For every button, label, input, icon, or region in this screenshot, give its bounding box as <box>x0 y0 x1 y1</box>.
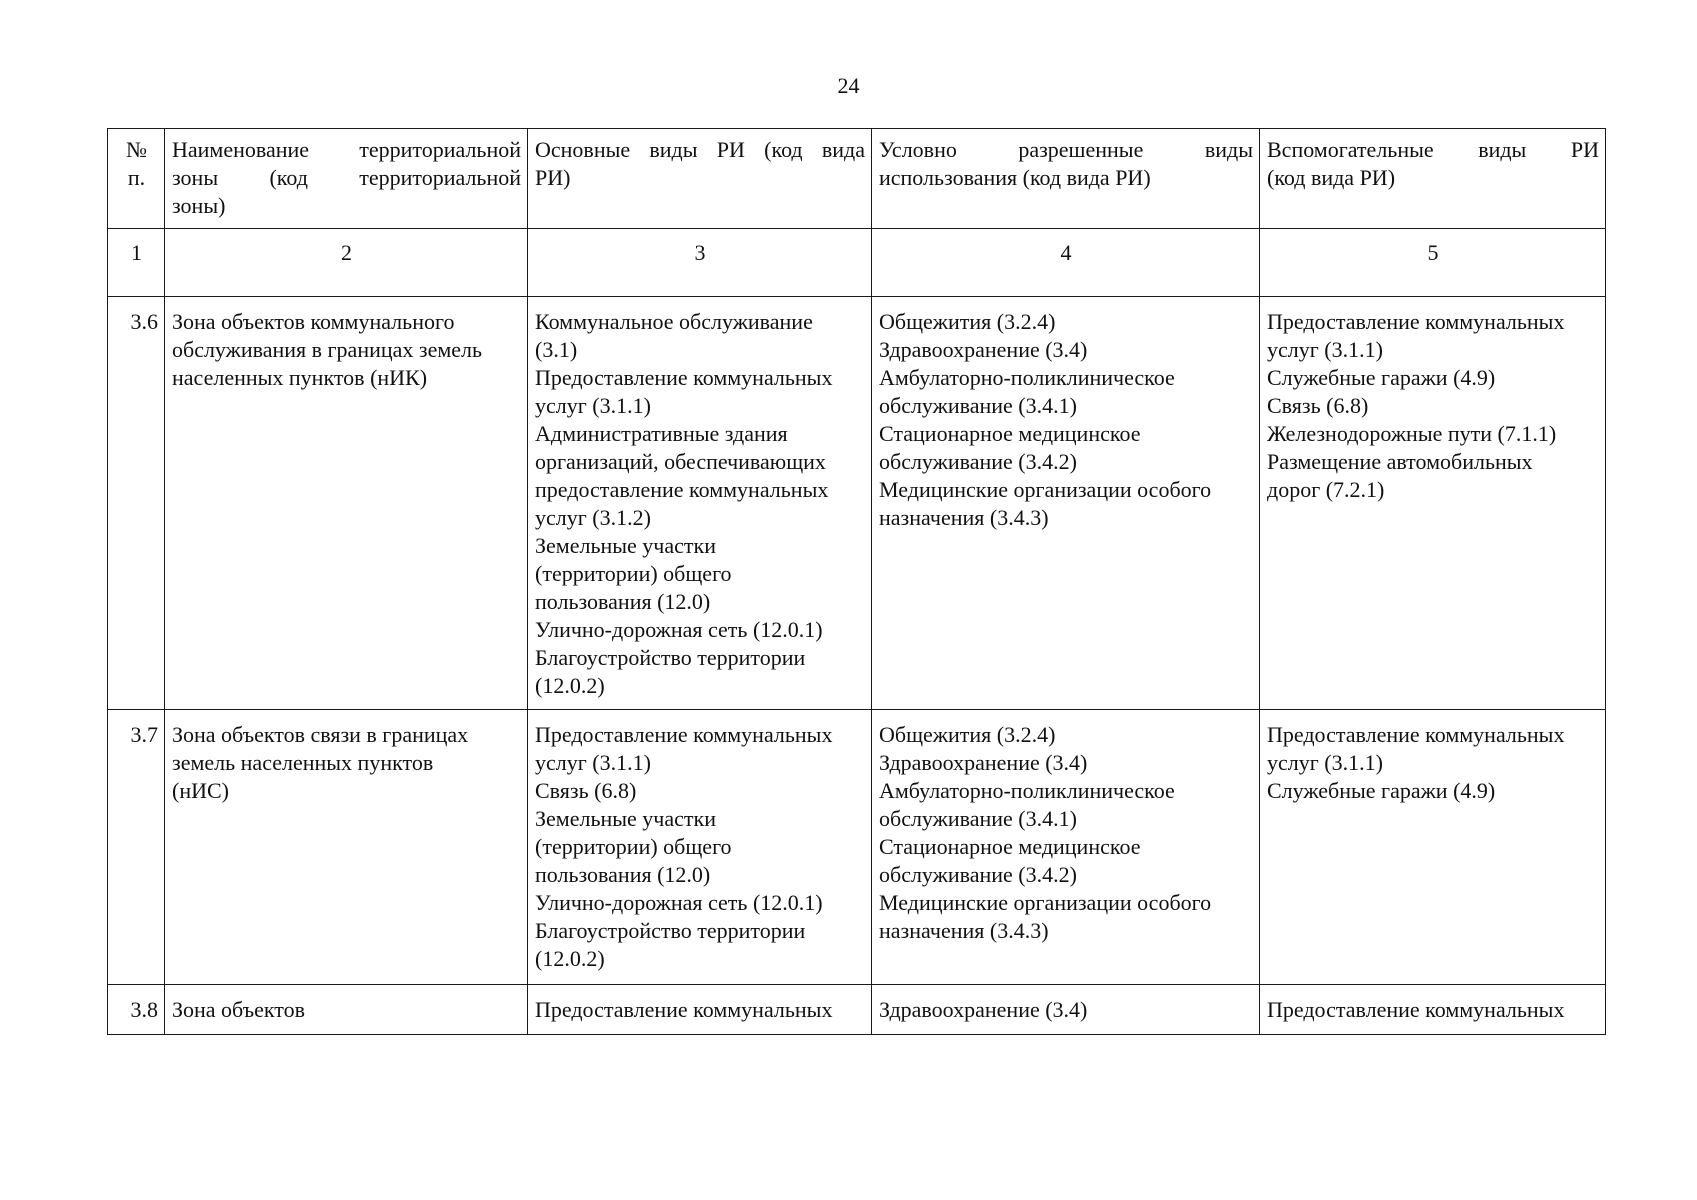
main-use-line: Земельные участки <box>535 533 716 558</box>
header-conditional-uses <box>872 129 1260 229</box>
main-use-line: Административные здания <box>535 421 788 446</box>
main-use-line: Коммунальное обслуживание <box>535 309 813 334</box>
auxiliary-use-line: Предоставление коммунальных <box>1267 997 1565 1022</box>
zone-name-cell <box>165 710 528 985</box>
main-use-line: пользования (12.0) <box>535 862 711 887</box>
main-use-line: (территории) общего <box>535 561 732 586</box>
main-use-line: предоставление коммунальных <box>535 477 829 502</box>
auxiliary-use-line: Железнодорожные пути (7.1.1) <box>1267 421 1557 446</box>
main-use-line: организаций, обеспечивающих <box>535 449 826 474</box>
auxiliary-use-line: услуг (3.1.1) <box>1267 750 1383 775</box>
conditional-use-line: обслуживание (3.4.1) <box>879 806 1077 831</box>
zone-name-line: (нИС) <box>172 778 229 803</box>
header-conditional-line: Условно разрешенные виды <box>879 137 1253 162</box>
zones-table <box>107 128 1606 1035</box>
zone-name-line: обслуживания в границах земель <box>172 337 483 362</box>
header-main-uses <box>528 129 872 229</box>
zone-name-cell <box>165 297 528 710</box>
main-uses-cell <box>528 710 872 985</box>
column-number: 5 <box>1260 229 1606 297</box>
column-number: 3 <box>528 229 872 297</box>
table-header-row <box>108 129 1606 229</box>
table-row <box>108 297 1606 710</box>
header-number-line: № <box>126 137 147 162</box>
auxiliary-use-line: Служебные гаражи (4.9) <box>1267 778 1496 803</box>
main-use-line: Улично-дорожная сеть (12.0.1) <box>535 617 823 642</box>
row-number: 3.7 <box>108 710 165 985</box>
conditional-use-line: Общежития (3.2.4) <box>879 309 1056 334</box>
column-number-row <box>108 229 1606 297</box>
row-number: 3.6 <box>108 297 165 710</box>
zone-name-line: Зона объектов коммунального <box>172 309 455 334</box>
auxiliary-use-line: Предоставление коммунальных <box>1267 722 1565 747</box>
zone-name-cell <box>165 985 528 1035</box>
auxiliary-uses-cell <box>1260 297 1606 710</box>
main-use-line: Благоустройство территории <box>535 645 806 670</box>
conditional-use-line: Медицинские организации особого <box>879 890 1212 915</box>
conditional-use-line: обслуживание (3.4.2) <box>879 449 1077 474</box>
conditional-use-line: Медицинские организации особого <box>879 477 1212 502</box>
header-zone-line: Наименование территориальной <box>172 137 521 162</box>
zone-name-line: земель населенных пунктов <box>172 750 434 775</box>
zone-name-line: Зона объектов связи в границах <box>172 722 469 747</box>
conditional-use-line: Здравоохранение (3.4) <box>879 337 1088 362</box>
header-number <box>108 129 165 229</box>
conditional-use-line: обслуживание (3.4.1) <box>879 393 1077 418</box>
main-use-line: (12.0.2) <box>535 673 605 698</box>
conditional-use-line: обслуживание (3.4.2) <box>879 862 1077 887</box>
auxiliary-use-line: Предоставление коммунальных <box>1267 309 1565 334</box>
conditional-uses-cell <box>872 297 1260 710</box>
column-number: 4 <box>872 229 1260 297</box>
auxiliary-uses-cell <box>1260 985 1606 1035</box>
column-number: 1 <box>108 229 165 297</box>
header-auxiliary-line: (код вида РИ) <box>1267 165 1396 190</box>
header-zone-line: зоны (код территориальной <box>172 165 521 190</box>
conditional-use-line: назначения (3.4.3) <box>879 505 1049 530</box>
main-use-line: Предоставление коммунальных <box>535 365 833 390</box>
main-use-line: Связь (6.8) <box>535 778 637 803</box>
header-number-line: п. <box>127 165 146 190</box>
conditional-use-line: Стационарное медицинское <box>879 421 1141 446</box>
main-use-line: Благоустройство территории <box>535 918 806 943</box>
main-use-line: Улично-дорожная сеть (12.0.1) <box>535 890 823 915</box>
auxiliary-use-line: Служебные гаражи (4.9) <box>1267 365 1496 390</box>
main-use-line: пользования (12.0) <box>535 589 711 614</box>
header-main-line: Основные виды РИ (код вида <box>535 137 865 162</box>
main-use-line: (3.1) <box>535 337 578 362</box>
header-zone-line: зоны) <box>172 193 226 218</box>
main-use-line: Предоставление коммунальных <box>535 722 833 747</box>
main-uses-cell <box>528 297 872 710</box>
main-uses-cell <box>528 985 872 1035</box>
conditional-use-line: Здравоохранение (3.4) <box>879 750 1088 775</box>
conditional-use-line: назначения (3.4.3) <box>879 918 1049 943</box>
table-row <box>108 710 1606 985</box>
auxiliary-use-line: дорог (7.2.1) <box>1267 477 1385 502</box>
auxiliary-use-line: Размещение автомобильных <box>1267 449 1533 474</box>
main-use-line: услуг (3.1.2) <box>535 505 651 530</box>
auxiliary-use-line: Связь (6.8) <box>1267 393 1369 418</box>
main-use-line: (территории) общего <box>535 834 732 859</box>
auxiliary-uses-cell <box>1260 710 1606 985</box>
conditional-use-line: Амбулаторно-поликлиническое <box>879 365 1175 390</box>
header-main-line: РИ) <box>535 165 571 190</box>
header-auxiliary-uses <box>1260 129 1606 229</box>
conditional-use-line: Амбулаторно-поликлиническое <box>879 778 1175 803</box>
conditional-uses-cell <box>872 985 1260 1035</box>
conditional-use-line: Общежития (3.2.4) <box>879 722 1056 747</box>
main-use-line: Предоставление коммунальных <box>535 997 833 1022</box>
zone-name-line: населенных пунктов (нИК) <box>172 365 428 390</box>
conditional-use-line: Стационарное медицинское <box>879 834 1141 859</box>
main-use-line: (12.0.2) <box>535 946 605 971</box>
header-conditional-line: использования (код вида РИ) <box>879 165 1151 190</box>
main-use-line: услуг (3.1.1) <box>535 750 651 775</box>
header-auxiliary-line: Вспомогательные виды РИ <box>1267 137 1599 162</box>
table-row <box>108 985 1606 1035</box>
header-zone-name <box>165 129 528 229</box>
conditional-uses-cell <box>872 710 1260 985</box>
column-number: 2 <box>165 229 528 297</box>
page-number: 24 <box>837 73 860 98</box>
main-use-line: услуг (3.1.1) <box>535 393 651 418</box>
main-use-line: Земельные участки <box>535 806 716 831</box>
conditional-use-line: Здравоохранение (3.4) <box>879 997 1088 1022</box>
auxiliary-use-line: услуг (3.1.1) <box>1267 337 1383 362</box>
zone-name-line: Зона объектов <box>172 997 305 1022</box>
row-number: 3.8 <box>108 985 165 1035</box>
